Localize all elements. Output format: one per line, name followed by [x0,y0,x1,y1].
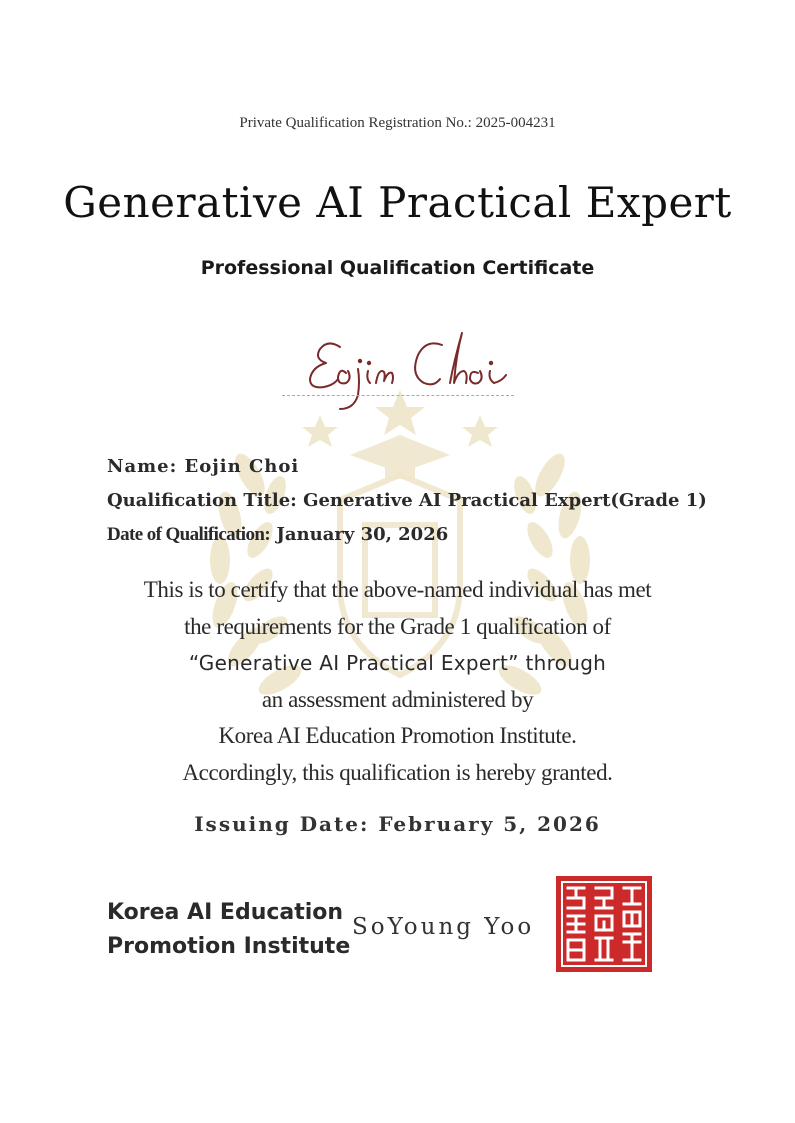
statement-line: “Generative AI Practical Expert” through [188,651,607,676]
organization-line: Promotion Institute [107,934,351,959]
certificate-subtitle: Professional Qualification Certificate [200,257,595,279]
qualification-title-label: Qualification Title: [107,490,297,511]
statement-line: This is to certify that the above-named individual has met [143,577,652,602]
organization-line: Korea AI Education [107,900,344,925]
field-qualification-title [107,490,707,511]
issuing-date: Issuing Date: February 5, 2026 [194,812,601,836]
certificate-title: Generative AI Practical Expert [63,178,732,227]
issuing-organization [107,896,350,964]
name-label: Name: [107,456,178,477]
field-name [107,456,299,477]
handwritten-signature [300,325,530,410]
name-value: Eojin Choi [184,456,300,477]
date-of-qualification-value: January 30, 2026 [276,524,449,545]
date-of-qualification-label: Date of Qualification: [107,524,271,545]
certification-statement [60,572,735,792]
statement-line: Korea AI Education Promotion Institute. [218,723,577,749]
statement-line: an assessment administered by [261,686,534,712]
official-red-seal-icon [554,874,654,974]
registration-number: Private Qualification Registration No.: 2025-004231 [239,115,556,131]
statement-line: the requirements for the Grade 1 qualification of [184,613,611,639]
signature-line [282,395,514,396]
qualification-title-value: Generative AI Practical Expert(Grade 1) [303,490,707,511]
field-date-of-qualification [107,524,448,546]
statement-line: Accordingly, this qualification is hereby granted. [182,759,613,785]
director-name: SoYoung Yoo [352,914,535,940]
